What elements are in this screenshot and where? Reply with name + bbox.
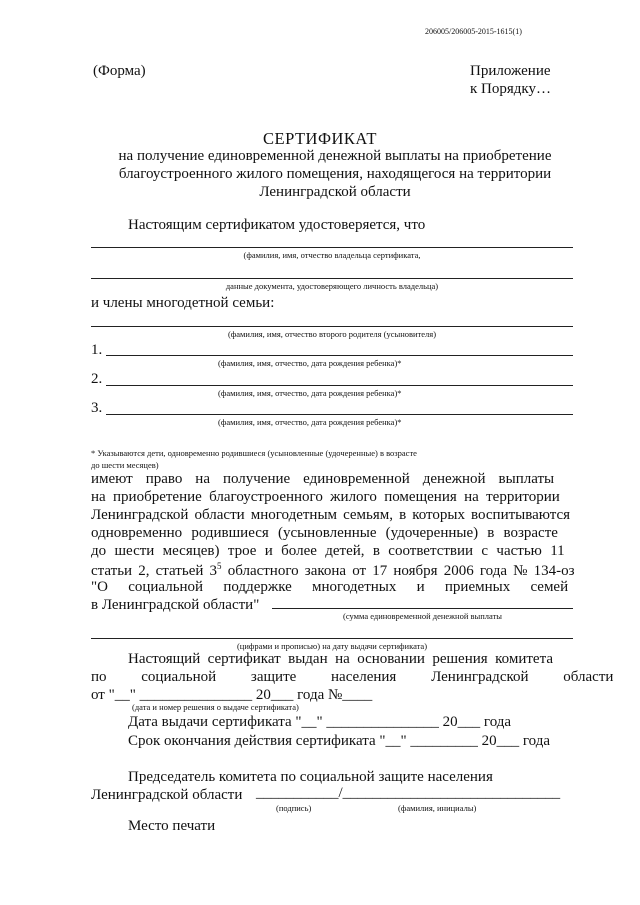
child-number-1: 1. — [91, 342, 103, 358]
right-para-line-1: имеют право на получение единовременной денежной выплаты — [91, 471, 555, 487]
footnote-line-1: * Указываются дети, одновременно родившиеся (усыновленные (удочеренные) в возрасте — [91, 448, 417, 458]
issued-line-1: Настоящий сертификат выдан на основании решения комитета — [128, 651, 553, 667]
caption-signature: (подпись) — [276, 803, 312, 813]
child-number-2: 2. — [91, 371, 103, 387]
signature-line: ___________/_____________________________ — [256, 785, 561, 801]
owner-name-line — [91, 247, 573, 248]
right-para-line-8: в Ленинградской области" — [91, 597, 260, 613]
caption-child-1: (фамилия, имя, отчество, дата рождения ребенка)* — [218, 358, 402, 368]
right-para-line-6-start: статьи 2, статьей 3 — [91, 563, 218, 579]
issued-line-2: по социальной защите населения Ленинградской области — [91, 669, 614, 685]
child-number-3: 3. — [91, 400, 103, 416]
right-para-line-4: одновременно родившиеся (усыновленные (удочеренные) в возрасте — [91, 525, 558, 541]
child-3-line — [106, 414, 573, 415]
child-1-line — [106, 355, 573, 356]
caption-owner-doc: данные документа, удостоверяющего личность владельца) — [225, 281, 439, 291]
chairman-line-2: Ленинградской области — [91, 787, 243, 803]
appendix-line-2: к Порядку… — [470, 81, 551, 97]
footnote-line-2: до шести месяцев) — [91, 460, 159, 470]
seal-place: Место печати — [128, 818, 216, 834]
owner-doc-line — [91, 278, 573, 279]
second-parent-line — [91, 326, 573, 327]
subtitle-line-3: Ленинградской области — [259, 184, 411, 200]
caption-decision: (дата и номер решения о выдаче сертификата) — [132, 702, 299, 712]
caption-child-3: (фамилия, имя, отчество, дата рождения ребенка)* — [218, 417, 402, 427]
document-code: 206005/206005-2015-1615(1) — [425, 27, 522, 36]
caption-sum-words: (цифрами и прописью) на дату выдачи сертификата) — [236, 641, 428, 651]
intro-text: Настоящим сертификатом удостоверяется, что — [128, 217, 426, 233]
right-para-line-5: до шести месяцев) трое и более детей, в соответствии с частью 11 — [91, 543, 565, 559]
right-para-line-6 — [91, 561, 575, 580]
expiry-date: Срок окончания действия сертификата "__" _________ 20___ года — [128, 733, 551, 749]
right-para-line-3: Ленинградской области многодетным семьям, в которых воспитываются — [91, 507, 571, 523]
caption-sum: (сумма единовременной денежной выплаты — [342, 611, 503, 621]
right-para-line-7: "О социальной поддержке многодетных и приемных семей — [91, 579, 569, 595]
caption-second-parent: (фамилия, имя, отчество второго родителя (усыновителя) — [227, 329, 437, 339]
document-title: СЕРТИФИКАТ — [263, 129, 377, 148]
caption-initials: (фамилия, инициалы) — [398, 803, 477, 813]
issued-line-3: от "__" _______________ 20___ года №____ — [91, 687, 373, 703]
appendix-line-1: Приложение — [470, 63, 551, 79]
superscript-5: 5 — [217, 561, 222, 571]
form-label: (Форма) — [93, 63, 146, 79]
sum-line — [272, 608, 573, 609]
family-members-label: и члены многодетной семьи: — [91, 295, 275, 311]
right-para-line-2: на приобретение благоустроенного жилого помещения на территории — [91, 489, 560, 505]
chairman-line-1: Председатель комитета по социальной защите населения — [128, 769, 493, 785]
subtitle-line-1: на получение единовременной денежной выплаты на приобретение — [118, 148, 552, 164]
issue-date: Дата выдачи сертификата "__" _______________ 20___ года — [128, 714, 512, 730]
sum-words-line — [91, 638, 573, 639]
child-2-line — [106, 385, 573, 386]
caption-owner-name: (фамилия, имя, отчество владельца сертификата, — [243, 250, 421, 260]
right-para-line-6-end: областного закона от 17 ноября 2006 года № 134-оз — [221, 563, 575, 579]
caption-child-2: (фамилия, имя, отчество, дата рождения ребенка)* — [218, 388, 402, 398]
subtitle-line-2: благоустроенного жилого помещения, находящегося на территории — [118, 166, 552, 182]
